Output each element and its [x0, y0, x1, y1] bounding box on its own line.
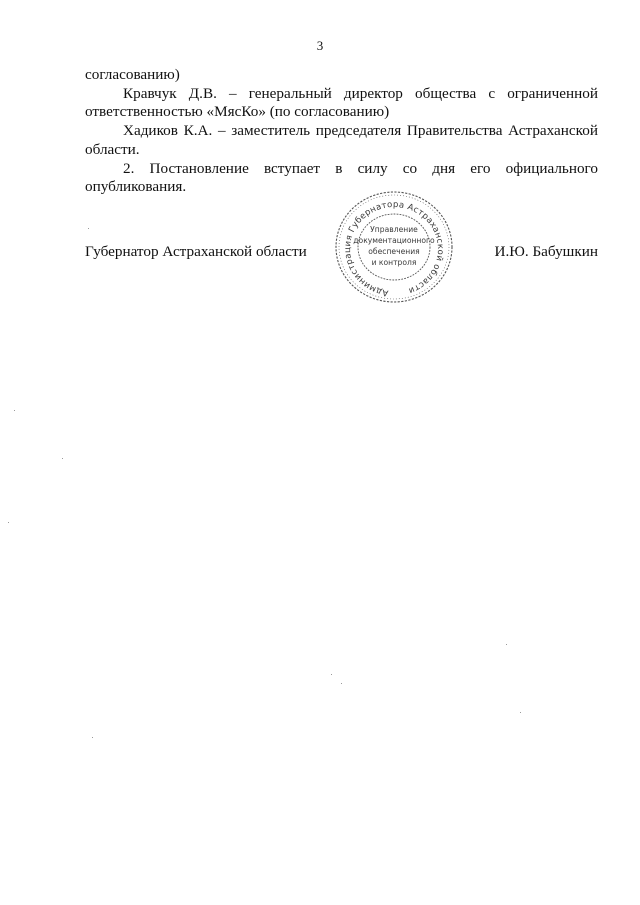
paragraph-khadikov: Хадиков К.А. – заместитель председателя Правительства Астраханской области.	[85, 122, 598, 158]
stamp-ring-text: Администрация Губернатора Астраханской области	[342, 199, 446, 298]
stamp-center-line-1: Управление	[370, 225, 418, 234]
scan-speck	[331, 674, 332, 675]
scan-speck	[341, 683, 342, 684]
scan-speck	[92, 737, 93, 738]
scan-speck	[14, 410, 15, 411]
scan-speck	[62, 458, 63, 459]
stamp-seal-graphic	[332, 188, 456, 306]
paragraph-effective-date: 2. Постановление вступает в силу со дня его официального опубликования.	[85, 159, 598, 196]
paragraph-kravchuk: Кравчук Д.В. – генеральный директор общества с ограниченной ответственностью «МясКо» (по согласованию)	[85, 84, 598, 121]
stamp-center-line-3: обеспечения	[368, 247, 420, 256]
signatory-position: Губернатор Астраханской области	[85, 243, 307, 260]
stamp-center-line-2: документационного	[353, 236, 435, 245]
signatory-name: И.Ю. Бабушкин	[494, 243, 598, 260]
scan-speck	[8, 522, 9, 523]
stamp-center-line-4: и контроля	[371, 258, 417, 267]
page-number: 3	[316, 38, 324, 53]
document-body	[85, 66, 598, 197]
paragraph-continuation: согласованию)	[85, 66, 180, 83]
official-stamp	[332, 188, 456, 306]
scan-speck	[506, 644, 507, 645]
scan-speck	[520, 712, 521, 713]
scan-speck	[88, 228, 89, 229]
